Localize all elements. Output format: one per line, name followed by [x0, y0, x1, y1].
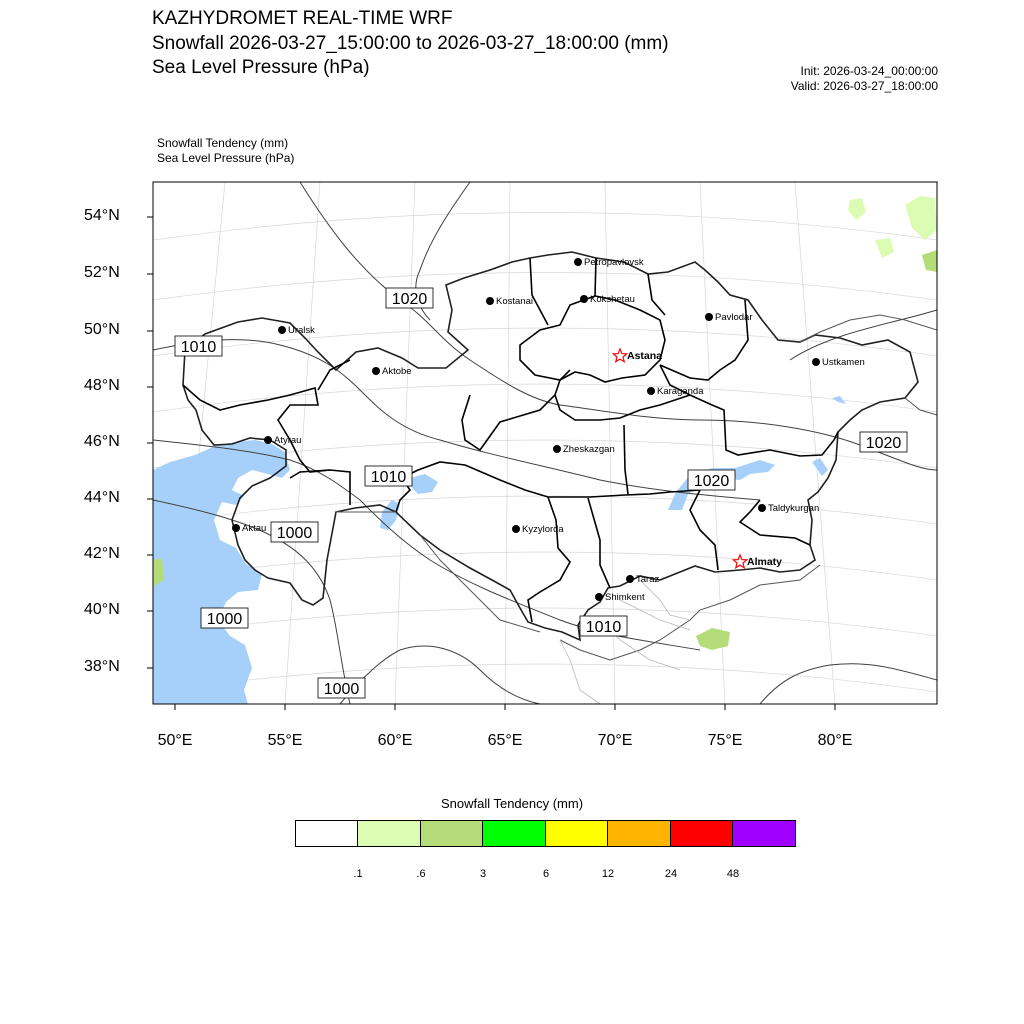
isobar-label: [860, 432, 907, 452]
colorbar-label: 6: [542, 868, 550, 880]
svg-text:1010: 1010: [585, 619, 622, 636]
svg-text:1000: 1000: [276, 525, 313, 542]
svg-text:Karaganda: Karaganda: [657, 386, 704, 397]
svg-text:1000: 1000: [206, 611, 243, 628]
lat-tick-label: 48°N: [84, 377, 120, 394]
svg-text:Kokshetau: Kokshetau: [590, 294, 635, 305]
isobar-label: [580, 616, 627, 636]
svg-text:Petropavlovsk: Petropavlovsk: [584, 257, 644, 268]
svg-text:Taraz: Taraz: [636, 574, 660, 585]
colorbar-title: Snowfall Tendency (mm): [440, 796, 584, 811]
lat-tick-label: 38°N: [84, 658, 120, 675]
svg-text:Uralsk: Uralsk: [288, 325, 315, 336]
svg-text:Taldykurgan: Taldykurgan: [768, 503, 820, 514]
isobar-label: [175, 336, 222, 356]
svg-text:Ustkamen: Ustkamen: [822, 357, 865, 368]
subtitle-pressure: Sea Level Pressure (hPa): [157, 151, 295, 165]
isobar-label: [365, 466, 412, 486]
lon-tick-label: 50°E: [157, 732, 193, 749]
colorbar-swatch: [482, 820, 546, 847]
svg-text:Atyrau: Atyrau: [274, 435, 302, 446]
lon-tick-label: 75°E: [707, 732, 743, 749]
svg-text:Almaty: Almaty: [747, 556, 783, 568]
colorbar-swatch: [607, 820, 671, 847]
city-marker: [553, 444, 615, 455]
lat-tick-label: 40°N: [84, 601, 120, 618]
city-marker: [758, 503, 819, 514]
svg-text:1020: 1020: [391, 291, 428, 308]
colorbar-label: .6: [416, 868, 426, 880]
subtitle-snowfall: Snowfall Tendency (mm): [157, 136, 289, 150]
colorbar-swatch: [420, 820, 483, 847]
init-time: Init: 2026-03-24_00:00:00: [800, 64, 938, 78]
isobar-label: [271, 522, 318, 542]
svg-text:1020: 1020: [693, 473, 730, 490]
colorbar-label: 48: [726, 868, 740, 880]
title-line-3: Sea Level Pressure (hPa): [152, 57, 370, 78]
lat-tick-label: 46°N: [84, 433, 120, 450]
colorbar-swatch: [732, 820, 796, 847]
lon-tick-label: 70°E: [597, 732, 633, 749]
colorbar-swatch: [357, 820, 421, 847]
colorbar-swatch: [295, 820, 358, 847]
svg-text:Kostanai: Kostanai: [496, 296, 533, 307]
title-line-2: Snowfall 2026-03-27_15:00:00 to 2026-03-27_18:00:00 (mm): [152, 33, 669, 54]
isobar-label: [688, 470, 735, 490]
lat-tick-label: 42°N: [84, 545, 120, 562]
lat-tick-label: 54°N: [84, 207, 120, 224]
colorbar-label: 3: [479, 868, 487, 880]
isobar-label: [201, 608, 248, 628]
valid-time: Valid: 2026-03-27_18:00:00: [790, 79, 938, 93]
svg-text:Aktau: Aktau: [242, 523, 267, 534]
isobar-label: [318, 678, 365, 698]
svg-text:Pavlodar: Pavlodar: [715, 312, 753, 323]
lat-tick-label: 44°N: [84, 489, 120, 506]
svg-text:1010: 1010: [180, 339, 217, 356]
colorbar-label: .1: [353, 868, 363, 880]
colorbar-swatch: [670, 820, 733, 847]
svg-text:Astana: Astana: [627, 350, 663, 362]
colorbar-label: 24: [664, 868, 678, 880]
lon-tick-label: 60°E: [377, 732, 413, 749]
lon-tick-label: 65°E: [487, 732, 523, 749]
svg-text:Aktobe: Aktobe: [382, 366, 412, 377]
lon-tick-label: 55°E: [267, 732, 303, 749]
title-line-1: KAZHYDROMET REAL-TIME WRF: [152, 8, 453, 29]
city-marker: [574, 257, 644, 268]
lat-tick-label: 52°N: [84, 264, 120, 281]
svg-text:Kyzylorda: Kyzylorda: [522, 524, 564, 535]
svg-text:Zheskazgan: Zheskazgan: [563, 444, 615, 455]
colorbar-label: 12: [601, 868, 615, 880]
svg-text:Shimkent: Shimkent: [605, 592, 645, 603]
colorbar-swatch: [545, 820, 608, 847]
lat-tick-label: 50°N: [84, 321, 120, 338]
isobar-label: [386, 288, 433, 308]
svg-text:1020: 1020: [865, 435, 902, 452]
lon-tick-label: 80°E: [817, 732, 853, 749]
svg-text:1000: 1000: [323, 681, 360, 698]
svg-text:1010: 1010: [370, 469, 407, 486]
